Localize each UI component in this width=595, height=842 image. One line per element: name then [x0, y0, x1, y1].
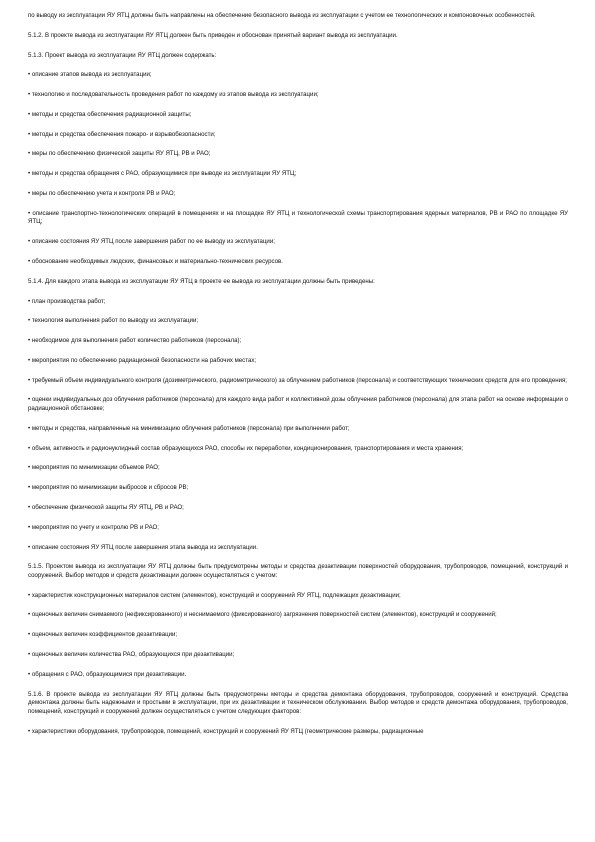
text-paragraph-1: по выводу из эксплуатации ЯУ ЯТЦ должны быть направлены на обеспечение безопасного вывода из эксплуатации с учетом ее технологических и компоновочных особенностей. [28, 12, 536, 19]
list-item: • мероприятия по обеспечению радиационной безопасности на рабочих местах; [28, 356, 257, 364]
list-item: • меры по обеспечению учета и контроля РВ и РАО; [28, 190, 176, 198]
list-item: • план производства работ; [28, 297, 106, 305]
list-item: • технологию и последовательность проведения работ по каждому из этапов вывода из эксплуатации; [28, 91, 319, 99]
list-item: • методы и средства, направленные на минимизацию облучения работников (персонала) при выполнении работ; [28, 424, 350, 432]
list-item: • описание этапов вывода из эксплуатации; [28, 71, 152, 79]
list-item: • технология выполнения работ по выводу из эксплуатации; [28, 317, 199, 325]
list-item: • объем, активность и радионуклидный состав образующихся РАО, способы их переработки, кондиционирования, транспортирования и места хранения; [28, 444, 464, 452]
list-item: • описание транспортно-технологических операций в помещениях и на площадке ЯУ ЯТЦ и технологической схемы транспортирования ядерных материалов, РВ и РАО по площадке ЯУ ЯТЦ; [28, 209, 568, 226]
list-item: • методы и средства обеспечения пожаро- и взрывобезопасности; [28, 130, 216, 138]
document-page [28, 12, 568, 747]
list-item: • характеристик конструкционных материалов систем (элементов), конструкций и сооружений ЯУ ЯТЦ, подлежащих дезактивации; [28, 591, 401, 599]
list-item: • обеспечение физической защиты ЯУ ЯТЦ, РВ и РАО; [28, 503, 184, 511]
list-item: • обращения с РАО, образующимися при дезактивации. [28, 670, 187, 678]
list-item: • оценочных величин коэффициентов дезактивации; [28, 631, 178, 639]
list-item: • методы и средства обеспечения радиационной защиты; [28, 110, 192, 118]
list-item: • оценочных величин количества РАО, образующихся при дезактивации; [28, 651, 235, 658]
list-item: • обоснование необходимых людских, финансовых и материально-технических ресурсов. [28, 257, 283, 265]
list-item: • оценочных величин снимаемого (нефиксированного) и неснимаемого (фиксированного) загрязнения поверхностей систем (элементов), конструкций и сооружений; [28, 611, 497, 619]
clause-5-1-5: 5.1.5. Проектом вывода из эксплуатации ЯУ ЯТЦ должны быть предусмотрены методы и средства дезактивации поверхностей оборудования, трубопроводов, помещений, конструкций и сооружений. Выбор методов и средств дезактивации должен осуществляться с учетом: [28, 563, 568, 579]
list-item: • мероприятия по минимизации объемов РАО; [28, 464, 160, 472]
list-item: • методы и средства обращения с РАО, образующимися при выводе из эксплуатации ЯУ ЯТЦ; [28, 170, 297, 178]
clause-5-1-4: 5.1.4. Для каждого этапа вывода из эксплуатации ЯУ ЯТЦ в проекте ее вывода из эксплуатации должны быть приведены: [28, 277, 375, 285]
list-item: • характеристики оборудования, трубопроводов, помещений, конструкций и сооружений ЯУ ЯТЦ (геометрические размеры, радиационные [28, 727, 424, 735]
list-item: • необходимое для выполнения работ количество работников (персонала); [28, 337, 242, 345]
clause-5-1-2: 5.1.2. В проекте вывода из эксплуатации ЯУ ЯТЦ должен быть приведен и обоснован принятый вариант вывода из эксплуатации. [28, 31, 398, 39]
list-item: • требуемый объем индивидуального контроля (дозиметрического, радиометрического) за облучением работников (персонала) и соответствующих технических средств для его проведения; [28, 376, 567, 384]
list-item: • мероприятия по учету и контролю РВ и РАО; [28, 523, 159, 531]
clause-5-1-6: 5.1.6. В проекте вывода из эксплуатации ЯУ ЯТЦ должны быть предусмотрены методы и средства демонтажа оборудования, трубопроводов, сооружений и конструкций. Средства демонтажа должны быть надежными и простыми в эксплуатации, при их дезактивации и техническом обслуживании. Выбор методов и средств демонтажа оборудования, трубопроводов, помещений, конструкций и сооружений должен осуществляться с учетом следующих факторов: [28, 690, 568, 715]
list-item: • оценки индивидуальных доз облучения работников (персонала) для каждого вида работ и коллективной дозы облучения работников (персонала) для этапа работ на основе информации о радиационной обстановке; [28, 396, 568, 413]
list-item: • описание состояния ЯУ ЯТЦ после завершения этапа вывода из эксплуатации. [28, 543, 258, 551]
list-item: • меры по обеспечению физической защиты ЯУ ЯТЦ, РВ и РАО; [28, 150, 211, 158]
clause-5-1-3: 5.1.3. Проект вывода из эксплуатации ЯУ ЯТЦ должен содержать: [28, 51, 217, 59]
list-item: • мероприятия по минимизации выбросов и сбросов РВ; [28, 484, 189, 492]
list-item: • описание состояния ЯУ ЯТЦ после завершения работ по ее выводу из эксплуатации; [28, 238, 275, 246]
